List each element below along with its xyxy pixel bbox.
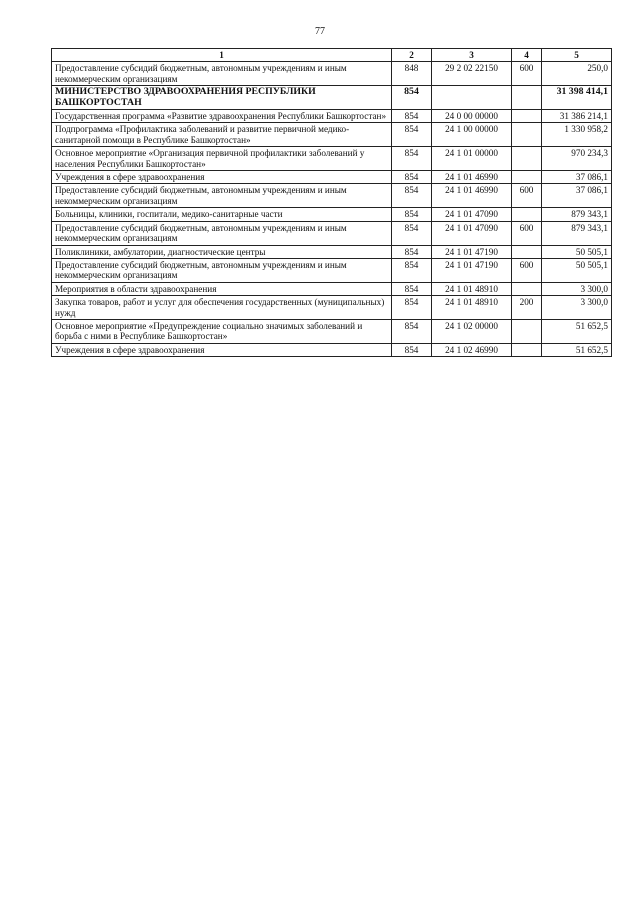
row-name: МИНИСТЕРСТВО ЗДРАВООХРАНЕНИЯ РЕСПУБЛИКИ БАШКОРТОСТАН [52,86,392,110]
row-name: Учреждения в сфере здравоохранения [52,343,392,356]
row-vr: 600 [512,258,542,282]
header-row [52,49,612,62]
row-vr [512,282,542,295]
row-name: Основное мероприятие «Предупреждение социально значимых заболеваний и борьба с ними в Республике Башкортостан» [52,319,392,343]
table-row [52,245,612,258]
header-cell: 1 [52,49,392,62]
row-csr: 24 1 01 48910 [432,296,512,320]
table-row [52,184,612,208]
row-name: Государственная программа «Развитие здравоохранения Республики Башкортостан» [52,110,392,123]
row-vr [512,343,542,356]
row-ved: 854 [392,319,432,343]
table-row [52,208,612,221]
row-vr: 600 [512,62,542,86]
row-ved: 854 [392,245,432,258]
row-ved: 854 [392,147,432,171]
row-sum: 50 505,1 [542,258,612,282]
row-name: Основное мероприятие «Организация первичной профилактики заболеваний у населения Республики Башкортостан» [52,147,392,171]
row-csr: 24 1 01 46990 [432,171,512,184]
row-vr [512,171,542,184]
row-sum: 37 086,1 [542,184,612,208]
row-csr [432,86,512,110]
table-row [52,258,612,282]
row-name: Предоставление субсидий бюджетным, автономным учреждениям и иным некоммерческим организациям [52,221,392,245]
row-vr [512,123,542,147]
row-ved: 848 [392,62,432,86]
row-vr [512,110,542,123]
row-vr [512,245,542,258]
row-name: Предоставление субсидий бюджетным, автономным учреждениям и иным некоммерческим организациям [52,258,392,282]
row-ved: 854 [392,296,432,320]
row-vr [512,208,542,221]
table-row [52,171,612,184]
row-sum: 250,0 [542,62,612,86]
row-csr: 24 0 00 00000 [432,110,512,123]
row-sum: 3 300,0 [542,296,612,320]
row-vr: 200 [512,296,542,320]
table-row [52,319,612,343]
row-vr [512,319,542,343]
row-csr: 24 1 01 00000 [432,147,512,171]
row-csr: 24 1 01 46990 [432,184,512,208]
row-ved: 854 [392,208,432,221]
row-name: Предоставление субсидий бюджетным, автономным учреждениям и иным некоммерческим организациям [52,62,392,86]
row-ved: 854 [392,343,432,356]
row-csr: 29 2 02 22150 [432,62,512,86]
budget-table [51,48,612,357]
row-ved: 854 [392,171,432,184]
row-sum: 37 086,1 [542,171,612,184]
row-sum: 31 386 214,1 [542,110,612,123]
page-number: 77 [315,26,325,37]
row-vr [512,86,542,110]
row-vr [512,147,542,171]
header-cell: 2 [392,49,432,62]
row-csr: 24 1 01 47190 [432,258,512,282]
row-sum: 3 300,0 [542,282,612,295]
row-sum: 51 652,5 [542,319,612,343]
row-csr: 24 1 00 00000 [432,123,512,147]
row-sum: 970 234,3 [542,147,612,171]
row-name: Больницы, клиники, госпитали, медико-санитарные части [52,208,392,221]
row-csr: 24 1 01 47090 [432,221,512,245]
row-name: Предоставление субсидий бюджетным, автономным учреждениям и иным некоммерческим организациям [52,184,392,208]
row-name: Закупка товаров, работ и услуг для обеспечения государственных (муниципальных) нужд [52,296,392,320]
header-cell: 5 [542,49,612,62]
row-csr: 24 1 01 47090 [432,208,512,221]
table-row [52,62,612,86]
header-cell: 3 [432,49,512,62]
row-ved: 854 [392,184,432,208]
table-row [52,110,612,123]
row-vr: 600 [512,184,542,208]
row-sum: 1 330 958,2 [542,123,612,147]
table-row [52,282,612,295]
table-row [52,296,612,320]
header-cell: 4 [512,49,542,62]
row-name: Подпрограмма «Профилактика заболеваний и развитие первичной медико-санитарной помощи в Республике Башкортостан» [52,123,392,147]
table-row [52,86,612,110]
row-name: Поликлиники, амбулатории, диагностические центры [52,245,392,258]
row-sum: 879 343,1 [542,221,612,245]
row-ved: 854 [392,221,432,245]
row-vr: 600 [512,221,542,245]
row-csr: 24 1 01 47190 [432,245,512,258]
row-csr: 24 1 01 48910 [432,282,512,295]
row-name: Мероприятия в области здравоохранения [52,282,392,295]
row-sum: 31 398 414,1 [542,86,612,110]
row-ved: 854 [392,282,432,295]
row-csr: 24 1 02 00000 [432,319,512,343]
row-ved: 854 [392,123,432,147]
row-ved: 854 [392,258,432,282]
row-ved: 854 [392,110,432,123]
table-row [52,147,612,171]
row-ved: 854 [392,86,432,110]
row-csr: 24 1 02 46990 [432,343,512,356]
row-sum: 879 343,1 [542,208,612,221]
row-sum: 51 652,5 [542,343,612,356]
table-row [52,123,612,147]
table-row [52,221,612,245]
row-sum: 50 505,1 [542,245,612,258]
row-name: Учреждения в сфере здравоохранения [52,171,392,184]
table-row [52,343,612,356]
